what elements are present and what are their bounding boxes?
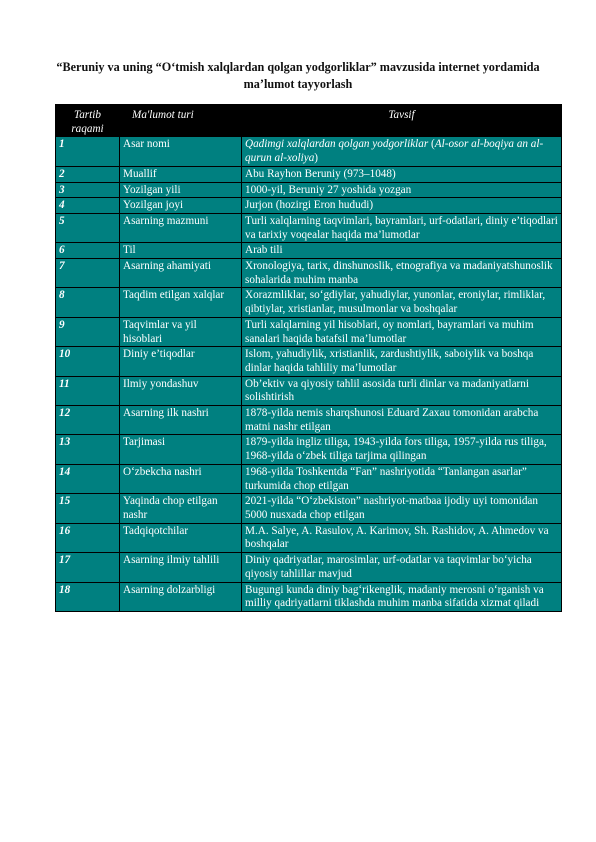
row-type: Tadqiqotchilar [120,523,242,552]
header-type: Ma'lumot turi [120,105,242,137]
table-row [56,494,562,523]
desc-italic-title: Qadimgi xalqlardan qolgan yodgorliklar [245,138,429,151]
row-number: 3 [56,182,120,198]
row-description: M.A. Salye, A. Rasulov, A. Karimov, Sh. Rashidov, A. Ahmedov va boshqalar [242,523,562,552]
row-description: Ob’ektiv va qiyosiy tahlil asosida turli dinlar va madaniyatlarni solishtirish [242,376,562,405]
row-description: 1968-yilda Toshkentda “Fan” nashriyotida “Tanlangan asarlar” turkumida chop etilgan [242,464,562,493]
row-type: Diniy e’tiqodlar [120,347,242,376]
row-number: 7 [56,259,120,288]
row-type: Yaqinda chop etilgan nashr [120,494,242,523]
row-description: Arab tili [242,243,562,259]
table-row [56,582,562,611]
info-table [55,104,562,612]
row-description: Xorazmliklar, so‘gdiylar, yahudiylar, yunonlar, eroniylar, rimliklar, qibtiylar, xristianlar, musulmonlar va boshqalar [242,288,562,317]
row-type: Til [120,243,242,259]
table-row [56,166,562,182]
row-number: 15 [56,494,120,523]
table-row [56,553,562,582]
table-row [56,213,562,242]
row-description: Turli xalqlarning taqvimlari, bayramlari, urf-odatlari, diniy e’tiqodlari va tarixiy voqealar haqida ma’lumotlar [242,213,562,242]
table-row [56,435,562,464]
row-description: Abu Rayhon Beruniy (973–1048) [242,166,562,182]
row-description: Jurjon (hozirgi Eron hududi) [242,198,562,214]
row-description: 1878-yilda nemis sharqshunosi Eduard Zaxau tomonidan arabcha matni nashr etilgan [242,406,562,435]
row-type: Yozilgan joyi [120,198,242,214]
row-type: Ilmiy yondashuv [120,376,242,405]
row-type: Asarning mazmuni [120,213,242,242]
table-row [56,288,562,317]
table-row [56,376,562,405]
row-description: 2021-yilda “O‘zbekiston” nashriyot-matbaa ijodiy uyi tomonidan 5000 nusxada chop etilgan [242,494,562,523]
row-number: 2 [56,166,120,182]
header-description: Tavsif [242,105,562,137]
row-type: Asar nomi [120,137,242,166]
table-row [56,523,562,552]
row-number: 12 [56,406,120,435]
table-row [56,259,562,288]
document-title: “Beruniy va uning “O‘tmish xalqlardan qolgan yodgorliklar” mavzusida internet yordamida ma’lumot tayyorlash [56,60,540,91]
table-row [56,243,562,259]
table-row [56,317,562,346]
row-type: Yozilgan yili [120,182,242,198]
row-number: 5 [56,213,120,242]
table-row [56,347,562,376]
row-number: 6 [56,243,120,259]
row-description: Islom, yahudiylik, xristianlik, zardushtiylik, saboiylik va boshqa dinlar haqida tahliliy ma’lumotlar [242,347,562,376]
header-number: Tartib raqami [56,105,120,137]
table-row [56,464,562,493]
row-type: Taqvimlar va yil hisoblari [120,317,242,346]
table-row [56,137,562,166]
row-number: 11 [56,376,120,405]
table-row [56,182,562,198]
row-type: Taqdim etilgan xalqlar [120,288,242,317]
row-number: 17 [56,553,120,582]
row-type: Asarning ilmiy tahlili [120,553,242,582]
row-number: 14 [56,464,120,493]
table-row [56,406,562,435]
row-number: 1 [56,137,120,166]
row-description: Turli xalqlarning yil hisoblari, oy nomlari, bayramlari va muhim sanalari haqida batafsil ma’lumotlar [242,317,562,346]
row-type: O‘zbekcha nashri [120,464,242,493]
row-description: Bugungi kunda diniy bag‘rikenglik, madaniy merosni o‘rganish va milliy qadriyatlarni tiklashda muhim manba sifatida xizmat qiladi [242,582,562,611]
row-description: Xronologiya, tarix, dinshunoslik, etnografiya va madaniyatshunoslik sohalarida muhim manba [242,259,562,288]
row-description [242,137,562,166]
desc-paren-close: ) [314,152,319,165]
row-description: 1000-yil, Beruniy 27 yoshida yozgan [242,182,562,198]
row-type: Asarning dolzarbligi [120,582,242,611]
row-number: 13 [56,435,120,464]
desc-italic-original-title: Al-osor al-boqiya an al-qurun al-xoliya [245,138,544,165]
row-number: 16 [56,523,120,552]
row-number: 10 [56,347,120,376]
row-type: Tarjimasi [120,435,242,464]
row-description: 1879-yilda ingliz tiliga, 1943-yilda fors tiliga, 1957-yilda rus tiliga, 1968-yilda o‘zbek tiliga tarjima qilingan [242,435,562,464]
row-type: Asarning ahamiyati [120,259,242,288]
row-number: 8 [56,288,120,317]
row-number: 9 [56,317,120,346]
table-header-row [56,105,562,137]
desc-paren-open: ( [428,138,435,151]
table-row [56,198,562,214]
row-type: Muallif [120,166,242,182]
row-number: 4 [56,198,120,214]
row-description: Diniy qadriyatlar, marosimlar, urf-odatlar va taqvimlar bo‘yicha qiyosiy tahlillar mavjud [242,553,562,582]
row-type: Asarning ilk nashri [120,406,242,435]
row-number: 18 [56,582,120,611]
